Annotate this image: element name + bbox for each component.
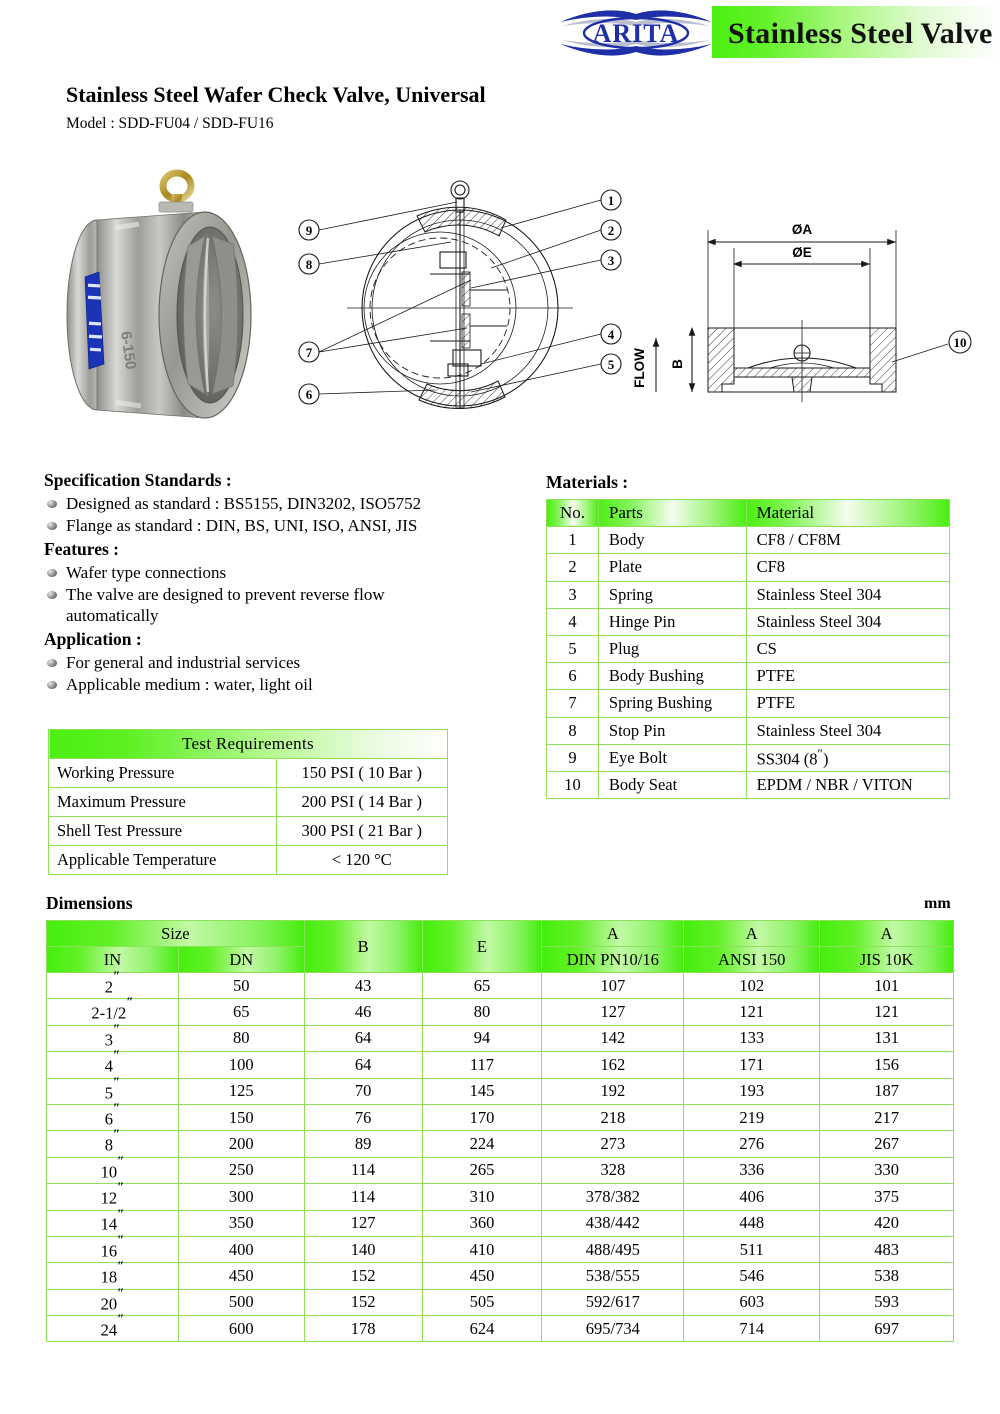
application-heading: Application : bbox=[44, 629, 142, 649]
dim-cell-b: 114 bbox=[304, 1157, 422, 1183]
table-row bbox=[49, 788, 448, 817]
dim-cell-din: 162 bbox=[542, 1052, 684, 1078]
test-requirements-table bbox=[48, 729, 448, 875]
dim-cell-e: 145 bbox=[422, 1078, 542, 1104]
table-row bbox=[49, 817, 448, 846]
specification-item bbox=[44, 515, 534, 536]
dim-cell-din: 438/442 bbox=[542, 1210, 684, 1236]
svg-text:8: 8 bbox=[305, 257, 313, 272]
table-row bbox=[547, 554, 950, 581]
test-row-value: 150 PSI ( 10 Bar ) bbox=[276, 759, 448, 788]
dim-cell-dn: 350 bbox=[178, 1210, 304, 1236]
dim-cell-in: 2″ bbox=[47, 973, 179, 999]
bullet-icon bbox=[47, 591, 57, 599]
bullet-icon bbox=[47, 522, 57, 530]
table-row bbox=[47, 1316, 954, 1342]
svg-text:1: 1 bbox=[607, 193, 615, 208]
dim-cell-dn: 80 bbox=[178, 1025, 304, 1051]
dim-cell-jis: 187 bbox=[820, 1078, 954, 1104]
table-row bbox=[49, 846, 448, 875]
features-item bbox=[44, 584, 534, 626]
dim-cell-in: 24″ bbox=[47, 1316, 179, 1342]
table-row bbox=[47, 973, 954, 999]
dim-cell-dn: 450 bbox=[178, 1263, 304, 1289]
table-row bbox=[47, 1289, 954, 1315]
table-row bbox=[547, 663, 950, 690]
table-row bbox=[47, 1025, 954, 1051]
dim-cell-e: 265 bbox=[422, 1157, 542, 1183]
dim-cell-dn: 400 bbox=[178, 1236, 304, 1262]
table-row bbox=[547, 771, 950, 798]
dim-cell-dn: 150 bbox=[178, 1104, 304, 1130]
materials-cell-no: 8 bbox=[547, 717, 599, 744]
dim-cell-b: 76 bbox=[304, 1104, 422, 1130]
test-row-label: Applicable Temperature bbox=[49, 846, 277, 875]
table-row bbox=[47, 999, 954, 1025]
materials-cell-part: Plug bbox=[598, 635, 746, 662]
dim-cell-b: 43 bbox=[304, 973, 422, 999]
dim-cell-in: 18″ bbox=[47, 1263, 179, 1289]
dim-cell-ansi: 714 bbox=[684, 1316, 820, 1342]
materials-cell-material: CF8 bbox=[746, 554, 949, 581]
bullet-icon bbox=[47, 659, 57, 667]
specification-item bbox=[44, 493, 534, 514]
dimensions-unit: mm bbox=[924, 895, 951, 912]
dim-cell-b: 64 bbox=[304, 1025, 422, 1051]
dim-cell-in: 10″ bbox=[47, 1157, 179, 1183]
dim-cell-in: 6″ bbox=[47, 1104, 179, 1130]
specification-item-text: Flange as standard : DIN, BS, UNI, ISO, ANSI, JIS bbox=[66, 516, 418, 535]
dim-header-din-std: DIN PN10/16 bbox=[542, 947, 684, 973]
materials-cell-material: SS304 (8″) bbox=[746, 744, 949, 771]
dim-cell-jis: 375 bbox=[820, 1184, 954, 1210]
table-row bbox=[47, 1157, 954, 1183]
dim-header-ansi-std: ANSI 150 bbox=[684, 947, 820, 973]
materials-cell-no: 7 bbox=[547, 690, 599, 717]
dim-cell-ansi: 133 bbox=[684, 1025, 820, 1051]
materials-cell-material: CF8 / CF8M bbox=[746, 527, 949, 554]
model-line: Model : SDD-FU04 / SDD-FU16 bbox=[66, 115, 274, 132]
dim-cell-e: 624 bbox=[422, 1316, 542, 1342]
dim-cell-jis: 330 bbox=[820, 1157, 954, 1183]
materials-cell-material: Stainless Steel 304 bbox=[746, 608, 949, 635]
dim-cell-in: 2-1/2″ bbox=[47, 999, 179, 1025]
dim-header-jis-std: JIS 10K bbox=[820, 947, 954, 973]
features-item-text: The valve are designed to prevent reverse flow bbox=[66, 585, 385, 604]
product-photo bbox=[55, 172, 287, 422]
materials-cell-no: 5 bbox=[547, 635, 599, 662]
dim-cell-jis: 697 bbox=[820, 1316, 954, 1342]
dim-cell-b: 178 bbox=[304, 1316, 422, 1342]
specification-heading: Specification Standards : bbox=[44, 470, 232, 490]
table-row bbox=[49, 759, 448, 788]
materials-cell-no: 4 bbox=[547, 608, 599, 635]
dim-cell-in: 4″ bbox=[47, 1052, 179, 1078]
materials-cell-material: PTFE bbox=[746, 690, 949, 717]
dimensions-table bbox=[46, 920, 954, 1342]
dim-cell-din: 538/555 bbox=[542, 1263, 684, 1289]
materials-cell-part: Plate bbox=[598, 554, 746, 581]
dim-cell-b: 140 bbox=[304, 1236, 422, 1262]
application-item bbox=[44, 652, 534, 673]
materials-cell-material: Stainless Steel 304 bbox=[746, 717, 949, 744]
dim-cell-ansi: 193 bbox=[684, 1078, 820, 1104]
svg-text:9: 9 bbox=[305, 223, 313, 238]
table-row bbox=[547, 527, 950, 554]
test-row-value: < 120 °C bbox=[276, 846, 448, 875]
dim-cell-in: 14″ bbox=[47, 1210, 179, 1236]
dim-cell-e: 170 bbox=[422, 1104, 542, 1130]
dim-header-b: B bbox=[304, 921, 422, 973]
materials-heading: Materials : bbox=[546, 472, 629, 492]
table-row bbox=[547, 608, 950, 635]
dim-cell-din: 378/382 bbox=[542, 1184, 684, 1210]
dim-cell-jis: 131 bbox=[820, 1025, 954, 1051]
table-row bbox=[547, 744, 950, 771]
dim-cell-dn: 500 bbox=[178, 1289, 304, 1315]
drawing-strip bbox=[0, 160, 1000, 440]
table-row bbox=[547, 690, 950, 717]
dim-cell-ansi: 603 bbox=[684, 1289, 820, 1315]
dim-cell-e: 410 bbox=[422, 1236, 542, 1262]
materials-cell-material: Stainless Steel 304 bbox=[746, 581, 949, 608]
features-item-continuation: automatically bbox=[66, 606, 159, 625]
table-row bbox=[47, 1104, 954, 1130]
dim-cell-din: 127 bbox=[542, 999, 684, 1025]
dim-cell-ansi: 448 bbox=[684, 1210, 820, 1236]
section-callout-10: 10 bbox=[953, 335, 967, 350]
specification-item-text: Designed as standard : BS5155, DIN3202, ISO5752 bbox=[66, 494, 422, 513]
dim-cell-ansi: 102 bbox=[684, 973, 820, 999]
test-requirements-title: Test Requirements bbox=[49, 730, 448, 759]
table-row bbox=[47, 1184, 954, 1210]
svg-text:2: 2 bbox=[607, 223, 615, 238]
dim-cell-din: 107 bbox=[542, 973, 684, 999]
dim-cell-jis: 217 bbox=[820, 1104, 954, 1130]
dim-cell-din: 592/617 bbox=[542, 1289, 684, 1315]
bullet-icon bbox=[47, 500, 57, 508]
page-header bbox=[0, 0, 1000, 62]
dim-cell-e: 94 bbox=[422, 1025, 542, 1051]
dim-cell-in: 12″ bbox=[47, 1184, 179, 1210]
table-row bbox=[47, 1236, 954, 1262]
dim-header-e: E bbox=[422, 921, 542, 973]
dim-cell-din: 273 bbox=[542, 1131, 684, 1157]
dim-cell-e: 450 bbox=[422, 1263, 542, 1289]
materials-col-mat: Material bbox=[746, 500, 949, 527]
dim-cell-ansi: 511 bbox=[684, 1236, 820, 1262]
materials-cell-part: Spring Bushing bbox=[598, 690, 746, 717]
dim-cell-in: 3″ bbox=[47, 1025, 179, 1051]
materials-cell-part: Body Seat bbox=[598, 771, 746, 798]
materials-col-part: Parts bbox=[598, 500, 746, 527]
dim-cell-dn: 125 bbox=[178, 1078, 304, 1104]
dim-cell-ansi: 336 bbox=[684, 1157, 820, 1183]
dim-cell-e: 505 bbox=[422, 1289, 542, 1315]
dim-cell-b: 64 bbox=[304, 1052, 422, 1078]
dim-header-dn: DN bbox=[178, 947, 304, 973]
dim-cell-dn: 300 bbox=[178, 1184, 304, 1210]
svg-text:ØA: ØA bbox=[791, 222, 813, 237]
dim-cell-b: 46 bbox=[304, 999, 422, 1025]
test-row-label: Working Pressure bbox=[49, 759, 277, 788]
bullet-icon bbox=[47, 681, 57, 689]
dim-cell-jis: 156 bbox=[820, 1052, 954, 1078]
materials-cell-material: EPDM / NBR / VITON bbox=[746, 771, 949, 798]
dim-cell-e: 65 bbox=[422, 973, 542, 999]
page-title: Stainless Steel Wafer Check Valve, Universal bbox=[66, 82, 486, 107]
dim-cell-in: 8″ bbox=[47, 1131, 179, 1157]
dim-header-in: IN bbox=[47, 947, 179, 973]
dim-cell-dn: 65 bbox=[178, 999, 304, 1025]
dim-cell-din: 328 bbox=[542, 1157, 684, 1183]
dim-cell-jis: 101 bbox=[820, 973, 954, 999]
svg-text:7: 7 bbox=[305, 345, 313, 360]
section-view-drawing bbox=[630, 212, 990, 412]
application-item-text: Applicable medium : water, light oil bbox=[66, 675, 313, 694]
table-row bbox=[47, 1263, 954, 1289]
dim-cell-jis: 538 bbox=[820, 1263, 954, 1289]
features-heading: Features : bbox=[44, 539, 119, 559]
dim-cell-in: 20″ bbox=[47, 1289, 179, 1315]
dim-cell-jis: 121 bbox=[820, 999, 954, 1025]
svg-text:6: 6 bbox=[305, 387, 313, 402]
table-row bbox=[47, 1052, 954, 1078]
dim-cell-jis: 483 bbox=[820, 1236, 954, 1262]
svg-text:FLOW: FLOW bbox=[632, 348, 647, 388]
svg-text:ØE: ØE bbox=[792, 245, 812, 260]
table-row bbox=[547, 717, 950, 744]
features-item bbox=[44, 562, 534, 583]
dim-cell-e: 117 bbox=[422, 1052, 542, 1078]
dim-header-a-jis: A bbox=[820, 921, 954, 947]
dim-cell-dn: 200 bbox=[178, 1131, 304, 1157]
materials-cell-material: PTFE bbox=[746, 663, 949, 690]
materials-cell-part: Spring bbox=[598, 581, 746, 608]
table-row bbox=[47, 1131, 954, 1157]
table-row bbox=[547, 581, 950, 608]
test-row-value: 200 PSI ( 14 Bar ) bbox=[276, 788, 448, 817]
dim-cell-ansi: 406 bbox=[684, 1184, 820, 1210]
dim-cell-ansi: 121 bbox=[684, 999, 820, 1025]
test-row-label: Shell Test Pressure bbox=[49, 817, 277, 846]
dim-header-a-din: A bbox=[542, 921, 684, 947]
materials-cell-no: 6 bbox=[547, 663, 599, 690]
bullet-icon bbox=[47, 569, 57, 577]
svg-text:B: B bbox=[670, 359, 685, 369]
table-row bbox=[47, 1210, 954, 1236]
materials-cell-no: 3 bbox=[547, 581, 599, 608]
dim-cell-din: 192 bbox=[542, 1078, 684, 1104]
materials-cell-part: Eye Bolt bbox=[598, 744, 746, 771]
dim-cell-din: 218 bbox=[542, 1104, 684, 1130]
materials-cell-part: Hinge Pin bbox=[598, 608, 746, 635]
table-row bbox=[547, 635, 950, 662]
dim-cell-in: 16″ bbox=[47, 1236, 179, 1262]
dim-header-size: Size bbox=[47, 921, 305, 947]
svg-text:5: 5 bbox=[607, 357, 615, 372]
dim-cell-jis: 267 bbox=[820, 1131, 954, 1157]
svg-text:6-150: 6-150 bbox=[117, 330, 140, 371]
svg-text:4: 4 bbox=[607, 327, 615, 342]
arita-logo bbox=[556, 6, 716, 58]
application-item bbox=[44, 674, 534, 695]
dim-cell-e: 310 bbox=[422, 1184, 542, 1210]
materials-cell-part: Stop Pin bbox=[598, 717, 746, 744]
materials-cell-no: 10 bbox=[547, 771, 599, 798]
dim-cell-e: 224 bbox=[422, 1131, 542, 1157]
dim-cell-dn: 250 bbox=[178, 1157, 304, 1183]
materials-cell-no: 9 bbox=[547, 744, 599, 771]
materials-cell-material: CS bbox=[746, 635, 949, 662]
test-row-label: Maximum Pressure bbox=[49, 788, 277, 817]
dim-cell-ansi: 219 bbox=[684, 1104, 820, 1130]
dim-cell-din: 142 bbox=[542, 1025, 684, 1051]
dim-cell-b: 127 bbox=[304, 1210, 422, 1236]
dim-cell-dn: 50 bbox=[178, 973, 304, 999]
materials-col-no: No. bbox=[547, 500, 599, 527]
materials-cell-no: 1 bbox=[547, 527, 599, 554]
materials-table bbox=[546, 499, 950, 799]
dim-cell-din: 695/734 bbox=[542, 1316, 684, 1342]
dim-cell-e: 360 bbox=[422, 1210, 542, 1236]
materials-cell-no: 2 bbox=[547, 554, 599, 581]
dim-cell-in: 5″ bbox=[47, 1078, 179, 1104]
features-item-text: Wafer type connections bbox=[66, 563, 227, 582]
dim-cell-e: 80 bbox=[422, 999, 542, 1025]
table-row bbox=[47, 1078, 954, 1104]
dim-cell-dn: 600 bbox=[178, 1316, 304, 1342]
application-item-text: For general and industrial services bbox=[66, 653, 301, 672]
dim-cell-b: 152 bbox=[304, 1289, 422, 1315]
banner-title: Stainless Steel Valve bbox=[728, 17, 993, 50]
dim-cell-ansi: 546 bbox=[684, 1263, 820, 1289]
test-row-value: 300 PSI ( 21 Bar ) bbox=[276, 817, 448, 846]
dim-cell-ansi: 171 bbox=[684, 1052, 820, 1078]
dim-cell-dn: 100 bbox=[178, 1052, 304, 1078]
dim-cell-jis: 593 bbox=[820, 1289, 954, 1315]
dim-cell-b: 114 bbox=[304, 1184, 422, 1210]
materials-cell-part: Body Bushing bbox=[598, 663, 746, 690]
dim-cell-jis: 420 bbox=[820, 1210, 954, 1236]
front-view-drawing bbox=[285, 168, 635, 428]
dim-cell-b: 70 bbox=[304, 1078, 422, 1104]
specification-column bbox=[44, 470, 534, 696]
materials-cell-part: Body bbox=[598, 527, 746, 554]
dim-cell-b: 89 bbox=[304, 1131, 422, 1157]
svg-text:ARITA: ARITA bbox=[592, 19, 680, 48]
svg-text:3: 3 bbox=[607, 253, 615, 268]
dim-cell-ansi: 276 bbox=[684, 1131, 820, 1157]
dimensions-label: Dimensions bbox=[46, 893, 133, 913]
dim-header-a-ansi: A bbox=[684, 921, 820, 947]
dim-cell-b: 152 bbox=[304, 1263, 422, 1289]
dim-cell-din: 488/495 bbox=[542, 1236, 684, 1262]
